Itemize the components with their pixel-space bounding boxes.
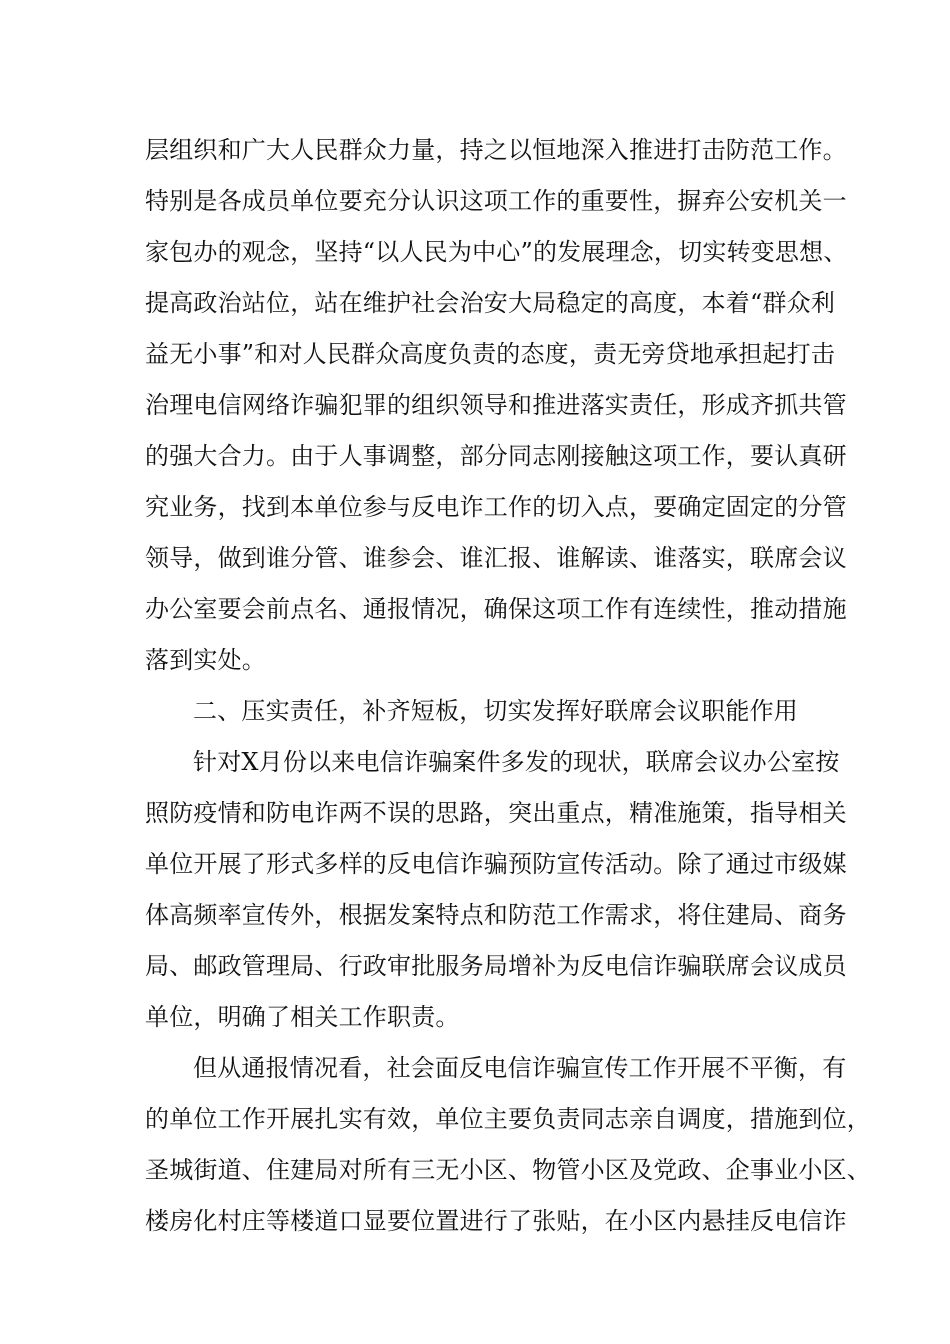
paragraph-line: 治理电信网络诈骗犯罪的组织领导和推进落实责任，形成齐抓共管 [145, 391, 847, 419]
paragraph-line: 落到实处。 [145, 646, 266, 674]
paragraph-line: 针对X月份以来电信诈骗案件多发的现状，联席会议办公室按 [193, 748, 840, 776]
paragraph-line: 单位开展了形式多样的反电信诈骗预防宣传活动。除了通过市级媒 [145, 850, 847, 878]
paragraph-line: 圣城街道、住建局对所有三无小区、物管小区及党政、企事业小区、 [145, 1156, 871, 1184]
paragraph-line: 楼房化村庄等楼道口显要位置进行了张贴，在小区内悬挂反电信诈 [145, 1207, 847, 1235]
paragraph-line: 单位，明确了相关工作职责。 [145, 1003, 460, 1031]
section-heading: 二、压实责任，补齐短板，切实发挥好联席会议职能作用 [193, 697, 798, 725]
paragraph-line: 办公室要会前点名、通报情况，确保这项工作有连续性，推动措施 [145, 595, 847, 623]
paragraph-line: 益无小事”和对人民群众高度负责的态度，责无旁贷地承担起打击 [145, 340, 836, 368]
paragraph-line: 提高政治站位，站在维护社会治安大局稳定的高度，本着“群众利 [145, 289, 836, 317]
paragraph-line: 家包办的观念，坚持“以人民为中心”的发展理念，切实转变思想、 [145, 238, 848, 266]
paragraph-line: 特别是各成员单位要充分认识这项工作的重要性，摒弃公安机关一 [145, 187, 847, 215]
paragraph-line: 层组织和广大人民群众力量，持之以恒地深入推进打击防范工作。 [145, 136, 847, 164]
paragraph-line: 的强大合力。由于人事调整，部分同志刚接触这项工作，要认真研 [145, 442, 847, 470]
paragraph-line: 的单位工作开展扎实有效，单位主要负责同志亲自调度，措施到位， [145, 1105, 871, 1133]
paragraph-line: 照防疫情和防电诈两不误的思路，突出重点，精准施策，指导相关 [145, 799, 847, 827]
paragraph-line: 但从通报情况看，社会面反电信诈骗宣传工作开展不平衡，有 [193, 1054, 847, 1082]
paragraph-line: 体高频率宣传外，根据发案特点和防范工作需求，将住建局、商务 [145, 901, 847, 929]
paragraph-line: 领导，做到谁分管、谁参会、谁汇报、谁解读、谁落实，联席会议 [145, 544, 847, 572]
paragraph-line: 究业务，找到本单位参与反电诈工作的切入点，要确定固定的分管 [145, 493, 847, 521]
paragraph-line: 局、邮政管理局、行政审批服务局增补为反电信诈骗联席会议成员 [145, 952, 847, 980]
